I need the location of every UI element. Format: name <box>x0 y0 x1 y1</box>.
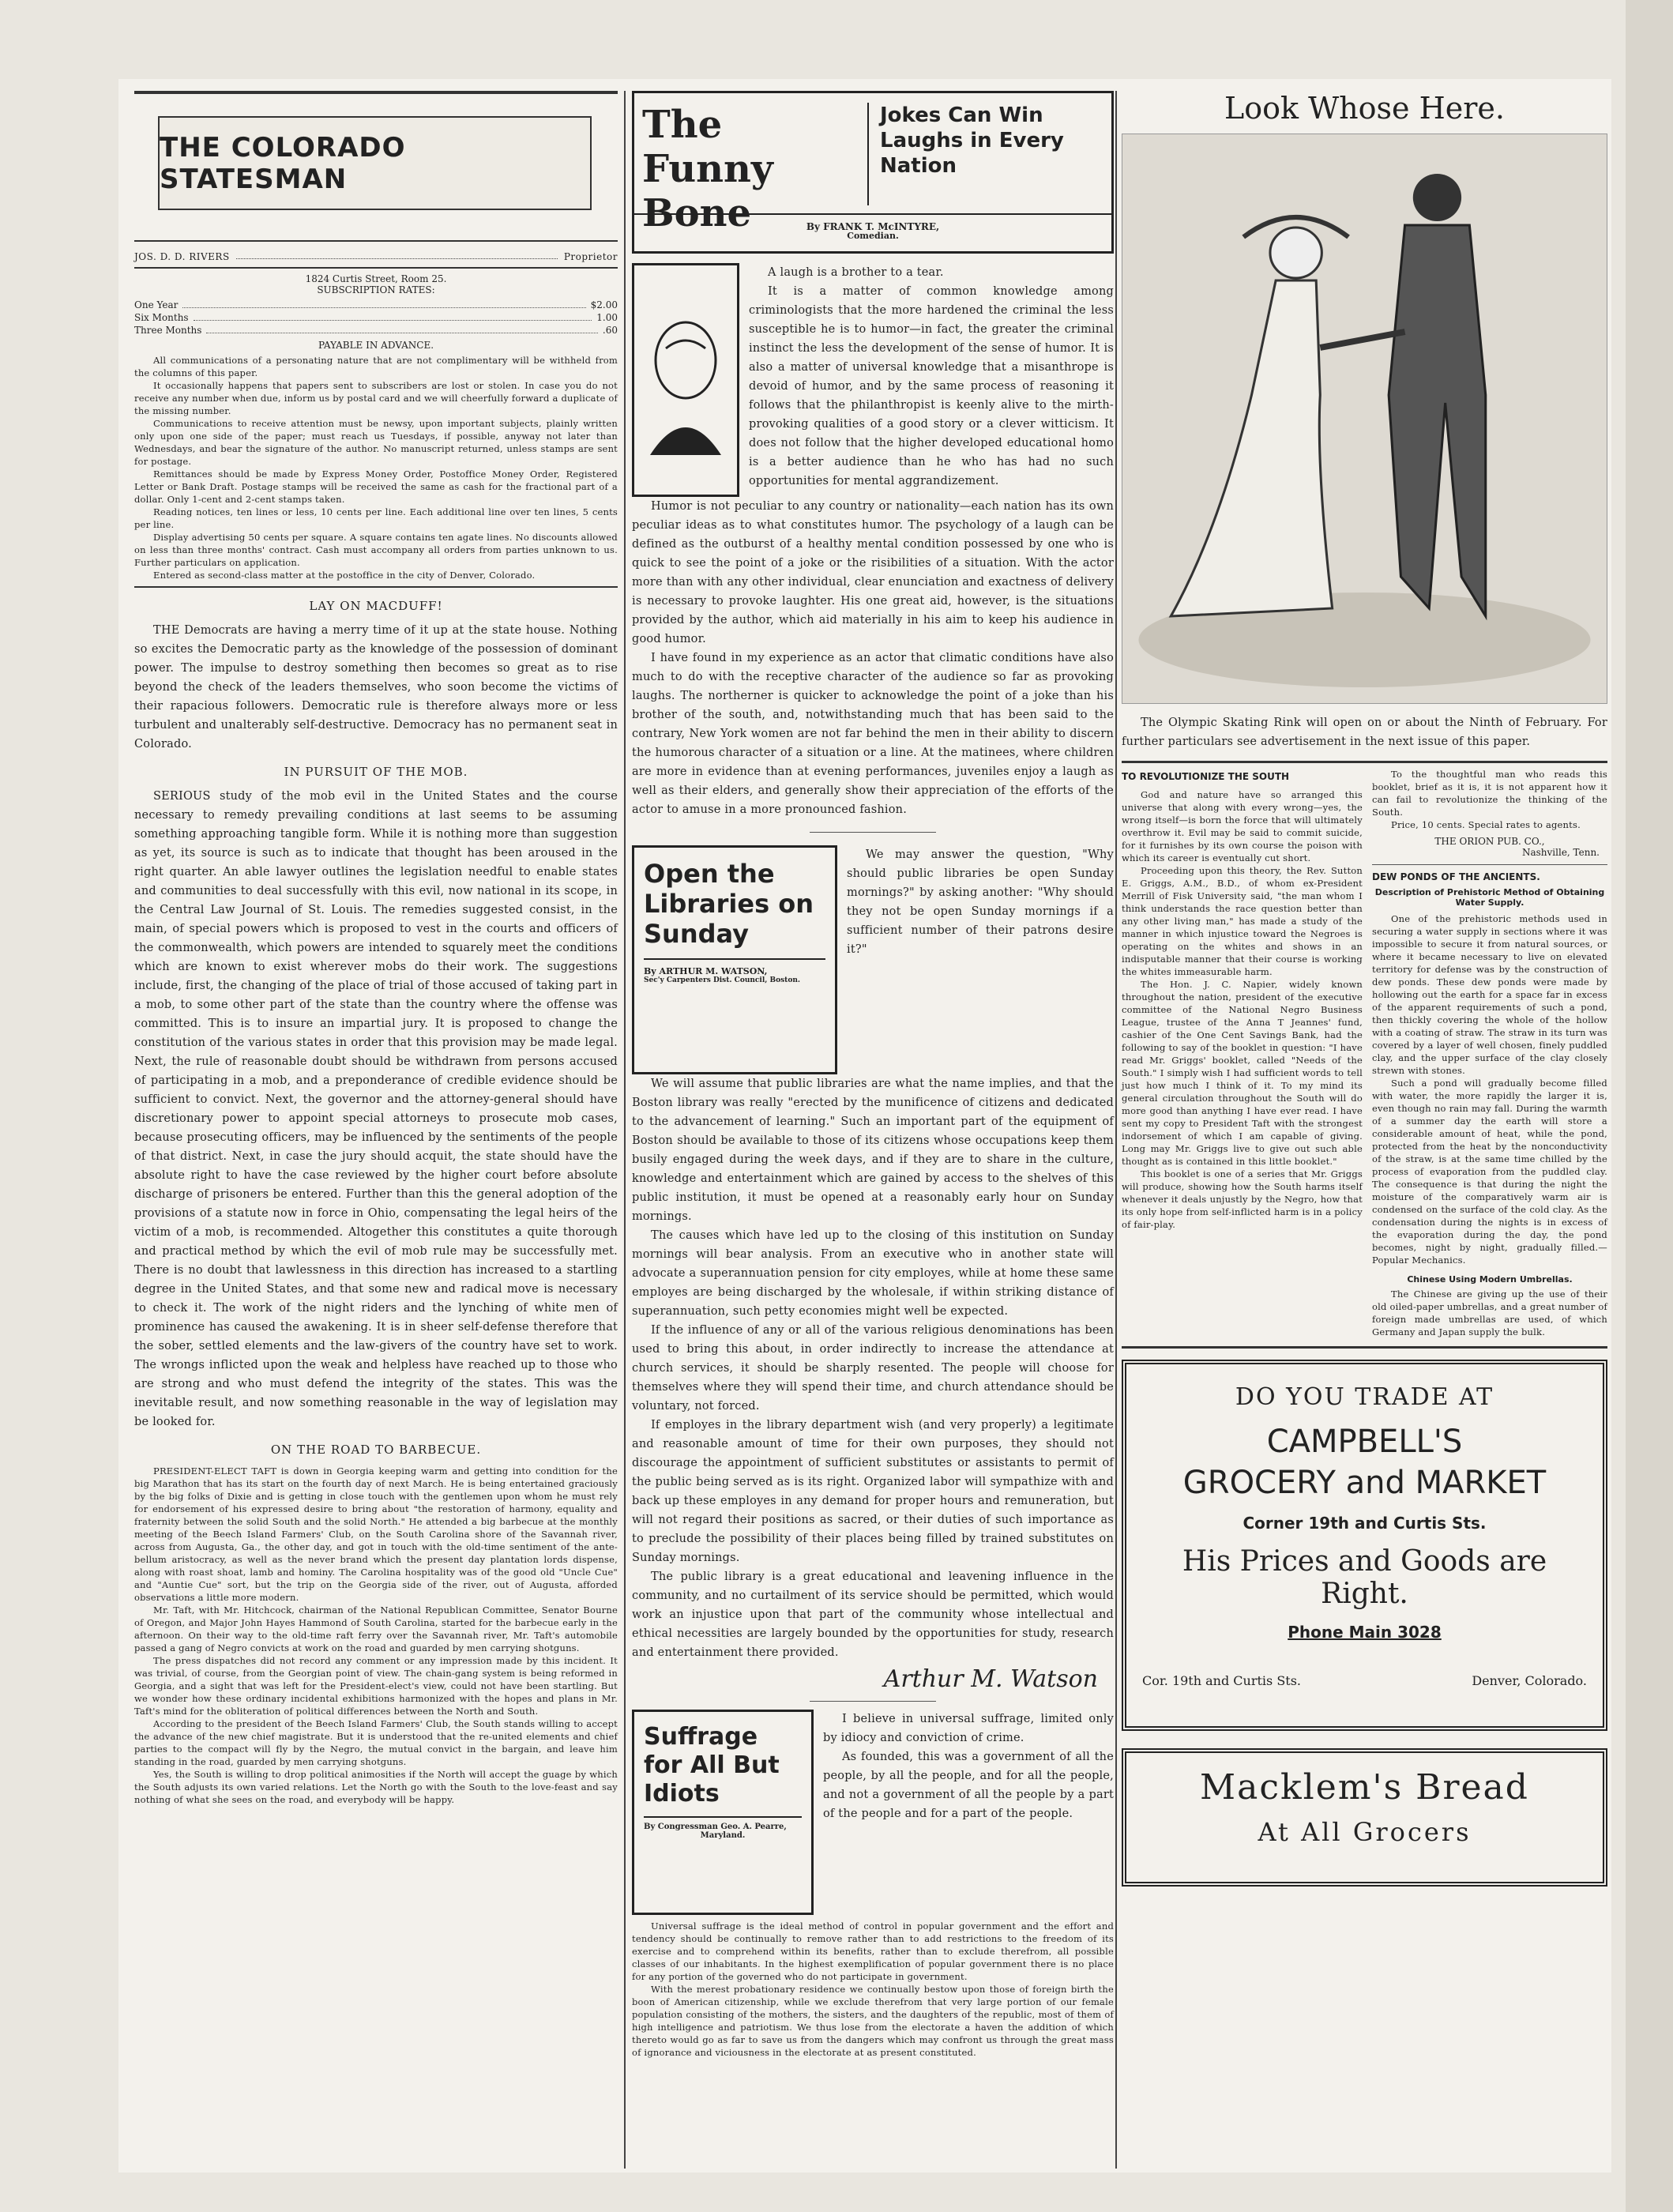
libraries-box <box>632 845 837 1074</box>
paragraph: With the merest probationary residence we continually bestow upon those of foreign birth the boon of American citizenship, while we exclude therefrom that very large portion of our female population consisting of the mothers, the sisters, and the daughters of the republic, most of them of high intelligence and patriotism. We thus lose from the electorate a haven the addition of which thereto would go as far to save us from the dangers which may confront us through the great mass of ignorance and viciousness in the electorate at as present constituted. <box>632 1984 1114 2058</box>
grocery-line3: GROCERY and MARKET <box>1182 1465 1547 1501</box>
paragraph: Yes, the South is willing to drop political animosities if the North will accept the guage by which the South adjusts its own varied relations. Let the North go with the South to the love-feast and say nothing of what she sees on the road, and everybody will be happy. <box>134 1769 618 1805</box>
umbrellas-body: The Chinese are giving up the use of their old oiled-paper umbrellas, and a great number of foreign made umbrellas are used, of which Germany and Japan supply the bulk. <box>1372 1288 1607 1337</box>
rate-price: $2.00 <box>590 299 618 310</box>
address: 1824 Curtis Street, Room 25. <box>305 273 447 284</box>
publisher: THE ORION PUB. CO., <box>1434 836 1545 847</box>
funny-bone-article <box>632 263 1114 497</box>
suffrage-box <box>632 1710 814 1915</box>
publisher-role: Proprietor <box>563 251 618 262</box>
funny-bone-byline: By FRANK T. McINTYRE, <box>634 213 1111 232</box>
rate-row <box>134 311 618 324</box>
grocery-address-right: Denver, Colorado. <box>1472 1673 1587 1688</box>
paragraph: God and nature have so arranged this universe that along with every wrong—yes, the wrong itself—is born the force that will ultimately overthrow it. Evil may be said to commit suicide, for it furnishes by its own course the poison with which its career is eventually cut short. <box>1122 789 1363 863</box>
paragraph: Such a pond will gradually become filled with water, the more rapidly the larger it is, even though no rain may fall. During the warmth of a summer day the earth will store a considerable amount of heat, while the pond, protected from the heat by the nonconductivity of the straw, is at the same time chilled by the process of evaporation from the puddled clay. The consequence is that during the night the moisture of the comparatively warm air is condensed on the surface of the cold clay. As the condensation during the nights is in excess of the evaporation during the day, the pond becomes, night by night, gradually filled.—Popular Mechanics. <box>1372 1078 1607 1266</box>
rates-list <box>134 299 618 337</box>
notice: Communications to receive attention must be newsy, upon important subjects, plainly written only upon one side of the paper; must reach us Tuesdays, if possible, anyway not later than Wednesdays, and bear the signature of the author. No manuscript returned, unless stamps are sent for postage. <box>134 418 618 467</box>
suffrage-article <box>632 1710 1114 1915</box>
grocery-line2: CAMPBELL'S <box>1266 1424 1463 1460</box>
skaters-image-icon <box>1122 134 1607 703</box>
rate-term: One Year <box>134 299 179 310</box>
rate-row <box>134 324 618 337</box>
paragraph: The causes which have led up to the closing of this institution on Sunday mornings will bear analysis. From an executive who in another state will advocate a superannuation pension for city employes, while at home these same employes are being discharged by the wholesale, if within striking distance of superannuation, such petty economies might well be expected. <box>632 1229 1114 1318</box>
paragraph: The public library is a great educational and leavening influence in the community, and no curtailment of its service should be permitted, which would work an injustice upon that part of the community whose intellectual and ethical necessities are largely bounded by the opportunities for study, research and entertainment there provided. <box>632 1571 1114 1659</box>
publisher-line <box>134 251 618 262</box>
portrait-icon <box>642 273 729 487</box>
rate-price: 1.00 <box>596 312 618 323</box>
umbrellas-title: Chinese Using Modern Umbrellas. <box>1407 1274 1573 1285</box>
libraries-role: Sec'y Carpenters Dist. Council, Boston. <box>644 976 801 984</box>
revolutionize-title: TO REVOLUTIONIZE THE SOUTH <box>1122 771 1290 782</box>
paragraph: PRESIDENT-ELECT TAFT is down in Georgia keeping warm and getting into condition for the big Marathon that has its start on the fourth day of next March. He is being entertained graciously by the big folks of Dixie and is getting in close touch with the gentlemen upon whom he must rely for endorsement of his expressed desire to bring about "the restoration of harmony, equality and fraternity between the solid South and the solid North." He attended a big barbecue at the monthly meeting of the Beech Island Farmers' Club, on the South Carolina shore of the Savannah river, across from Augusta, Ga., the other day, and got in touch with the old-time sentiment of the ante-bellum aristocracy, as well as the never brand which the present day plantation lords dispense, along with roast shoat, lamb and hominy. The Carolina hospitality was of the good old "Uncle Cue" and "Auntie Cue" sort, but the trip on the Georgia side of the river, out of Augusta, afforded observations a little more modern. <box>134 1465 618 1603</box>
rate-term: Six Months <box>134 312 189 323</box>
skating-illustration <box>1122 134 1607 704</box>
grocery-line4: Corner 19th and Curtis Sts. <box>1243 1514 1487 1533</box>
signature: Arthur M. Watson <box>883 1665 1098 1693</box>
libraries-body <box>847 845 1114 1074</box>
publisher-city: Nashville, Tenn. <box>1521 847 1600 858</box>
editorial-title: IN PURSUIT OF THE MOB. <box>284 765 468 779</box>
paragraph: I have found in my experience as an actor that climatic conditions have also much to do with the receptive character of the audience so far as provoking laughs. The northerner is quicker to acknowledge the point of a joke than his brother of the south, and, notwithstanding much that has been said to the contrary, New York women are not far behind the men in their ability to discern the humorous character of a situation or a line. At the matinees, where children are more in evidence than at evening performances, juveniles enjoy a laugh as well as their elders, and generally show their appreciation of the efforts of the actor to amuse in a more pronounced fashion. <box>632 652 1114 816</box>
paragraph: According to the president of the Beech Island Farmers' Club, the South stands willing to accept the advance of the new chief magistrate. But it is understood that the re-united elements and chief parties to the compact will fly by the Negro, the mutual convict in the bargain, and leave him standing in the road, guarded by men carrying shotguns. <box>134 1718 618 1767</box>
rate-row <box>134 299 618 311</box>
column-1 <box>134 91 618 1806</box>
notice: Entered as second-class matter at the postoffice in the city of Denver, Colorado. <box>153 570 536 581</box>
paragraph: THE Democrats are having a merry time of it up at the state house. Nothing so excites the Democratic party as the knowledge of the possession of dominant power. The impulse to destroy something then becomes so great as to rise beyond the check of the leaders themselves, who soon become the victims of their rapacious followers. Democratic rule is therefore always more or less turbulent and unalterably self-destructive. Democracy has no permanent seat in Colorado. <box>134 624 618 750</box>
portrait-mcintyre <box>632 263 739 497</box>
page-edge <box>1626 0 1673 2212</box>
right-subcolumn <box>1372 768 1607 1338</box>
masthead-title: THE COLORADO STATESMAN <box>158 116 592 210</box>
libraries-article <box>632 845 1114 1074</box>
notice: Reading notices, ten lines or less, 10 cents per line. Each additional line over ten lines, 5 cents per line. <box>134 506 618 530</box>
notice: Display advertising 50 cents per square. A square contains ten agate lines. No discounts allowed on less than three months' contract. Cash must accompany all orders from parties unknown to us. Further particulars on application. <box>134 532 618 568</box>
funny-bone-title: The Funny Bone <box>642 103 773 235</box>
paragraph: I believe in universal suffrage, limited only by idiocy and conviction of crime. <box>823 1713 1114 1744</box>
rate-price: .60 <box>602 325 618 336</box>
suffrage-role: Maryland. <box>700 1831 746 1840</box>
paragraph: As founded, this was a government of all the people, by all the people, and for all the people, and not a government of all the people by a part of the people and for a part of the people. <box>823 1751 1114 1820</box>
paragraph: Price, 10 cents. Special rates to agents. <box>1391 819 1581 830</box>
notices <box>134 354 618 581</box>
illustration-caption: The Olympic Skating Rink will open on or about the Ninth of February. For further particulars see advertisement in the next issue of this paper. <box>1122 717 1607 748</box>
column-rule <box>1115 91 1117 2169</box>
editorial-body <box>134 621 618 754</box>
libraries-body-cont <box>632 1074 1114 1662</box>
editorial-title: ON THE ROAD TO BARBECUE. <box>270 1443 482 1457</box>
dewponds-body <box>1372 912 1607 1266</box>
paragraph: To the thoughtful man who reads this booklet, brief as it is, it is not apparent how it can fail to revolutionize the thinking of the South. <box>1372 769 1607 818</box>
bread-line1: Macklem's Bread <box>1200 1767 1529 1808</box>
suffrage-byline: By Congressman Geo. A. Pearre, <box>644 1816 802 1831</box>
column-3 <box>1122 91 1607 1887</box>
paragraph: It is a matter of common knowledge among criminologists that the more hardened the criminal the less susceptible he is to humor—in fact, the greater the criminal instinct the less the development of the sense of humor. It is also a matter of universal knowledge that a misanthrope is devoid of humor, and by the same process of reasoning it follows that the philanthropist is keenly alive to the mirth-provoking qualities of a good story or a clever witticism. It does not follow that the higher developed educational homo is a better audience than he who has had no such opportunities for mental aggrandizement. <box>749 285 1114 487</box>
masthead <box>134 91 618 242</box>
bread-ad <box>1122 1748 1607 1887</box>
paragraph: We will assume that public libraries are what the name implies, and that the Boston library was really "erected by the munificence of citizens and dedicated to the advancement of learning." Such an important part of the equipment of Boston should be available to those of its citizens whose occupations keep them busily engaged during the week days, and if they are to share in the culture, knowledge and entertainment which are gained by access to the shelves of this public institution, it must be opened at a reasonably early hour on Sunday mornings. <box>632 1078 1114 1223</box>
libraries-byline: By ARTHUR M. WATSON, <box>644 958 825 976</box>
advance-notice: PAYABLE IN ADVANCE. <box>318 340 434 351</box>
paragraph: We may answer the question, "Why should public libraries be open Sunday mornings?" by asking another: "Why should they not be open Sunday mornings if a sufficient number of their patrons desire it?" <box>847 848 1114 956</box>
paragraph: If the influence of any or all of the various religious denominations has been used to bring this about, in order indirectly to increase the attendance at church services, it should be sharply resented. The people will choose for themselves where they will spend their time, and church attendance should be voluntary, not forced. <box>632 1324 1114 1413</box>
notice: All communications of a personating nature that are not complimentary will be withheld from the columns of this paper. <box>134 355 618 378</box>
paragraph: SERIOUS study of the mob evil in the United States and the course necessary to remedy prevailing conditions at last seems to be assuming something approaching tangible form. While it is nothing more than suggestion as yet, its source is such as to indicate that thought has been aroused in the right quarter. An able lawyer outlines the legislation needful to enable states and communities to deal successfully with this evil, now national in its scope, in the Central Law Journal of St. Louis. The remedies suggested consist, in the main, of special powers which is proposed to vest in the courts and officers of the commonwealth, which powers are intended to squarely meet the conditions which are known to exist wherever mobs do their work. The suggestions include, first, the changing of the place of trial of those accused of taking part in a mob, to some other part of the state than the country where the offense was committed. This is to insure an impartial jury. It is proposed to change the constitution of the various states in order that this provision may be made legal. Next, the rule of reasonable doubt should be withdrawn from persons accused of participating in a mob, and a preponderance of credible evidence should be sufficient to convict. Next, the governor and the attorney-general should have discretionary power to appoint special attorneys to prosecute mob cases, because prosecuting officers, may be influenced by the sentiments of the people of that district. Next, in case the jury should acquit, the state should have the absolute right to have the case reviewed by the higher court before absolute discharge of prisoners be entered. Further than this the general adoption of the provisions of a statute now in force in Ohio, compensating the legal heirs of the victim of a mob, is recommended. Altogether this constitutes a quite thorough and practical method by which the evil of mob rule may be successfully met. There is no doubt that lawlessness in this direction has increased to a startling degree in the United States, and that some new and radical move is necessary to check it. The work of the night riders and the lynching of white men of prominence has caused the awakening. It is in sheer self-defense therefore that the sober, settled elements and the law-givers of the country have set to work. The wrongs inflicted upon the weak and helpless have reached up to those who are strong and who must defend the integrity of the states. This was the inevitable result, and now something reasonable in the way of legislation may be looked for. <box>134 790 618 1428</box>
paragraph: If employes in the library department wish (and very properly) a legitimate and reasonable amount of time for their own purposes, they should not discourage the appointment of sufficient substitutes or assistants to permit of the public being served as is its right. Organized labor will sympathize with and back up these employes in any demand for proper hours and remuneration, but will not regard their positions as sacred, or their duties of such importance as to preclude the possibility of their places being filled by trained substitutes on Sunday mornings. <box>632 1419 1114 1564</box>
revolutionize-body <box>1122 788 1363 1231</box>
revolutionize-body-cont <box>1372 768 1607 831</box>
funny-bone-header <box>632 91 1114 254</box>
paragraph: A laugh is a brother to a tear. <box>768 266 944 279</box>
notice: It occasionally happens that papers sent to subscribers are lost or stolen. In case you do not receive any number when due, inform us by postal card and we will cheerfully forward a duplicate of the missing number. <box>134 380 618 416</box>
paragraph: One of the prehistoric methods used in securing a water supply in sections where it was impossible to secure it from natural sources, or where it became necessary to live on elevated territory for defense was by the construction of dew ponds. These dew ponds were made by hollowing out the earth for a space far in excess of the apparent requirements of such a pond, then thickly covering the whole of the hollow with a coating of straw. The straw in its turn was covered by a layer of well chosen, finely puddled clay, and the upper surface of the clay closely strewn with stones. <box>1372 913 1607 1076</box>
grocery-ad <box>1122 1360 1607 1731</box>
dewponds-title: DEW PONDS OF THE ANCIENTS. <box>1372 871 1540 882</box>
libraries-title: Open the Libraries on Sunday <box>644 859 814 949</box>
funny-bone-body-cont <box>632 497 1114 819</box>
lower-articles <box>1122 768 1607 1338</box>
paragraph: The press dispatches did not record any comment or any impression made by this incident. It was trivial, of course, from the Georgian point of view. The chain-gang system is being reformed in Georgia, and a sight that was left for the President-elect's view, could not have been startling. But we wonder how these ordinary incidental exhibitions harmonized with the hopes and plans in Mr. Taft's mind for the obliteration of political differences between the North and South. <box>134 1655 618 1717</box>
paragraph: This booklet is one of a series that Mr. Griggs will produce, showing how the South harms itself whenever it deals unjustly by the Negro, how that its only hope from self-inflicted harm is in a policy of fair-play. <box>1122 1168 1363 1230</box>
suffrage-body-cont <box>632 1920 1114 2059</box>
notice: Remittances should be made by Express Money Order, Postoffice Money Order, Registered Letter or Bank Draft. Postage stamps will be received the same as cash for the fractional part of a dollar. Only 1-cent and 2-cent stamps taken. <box>134 468 618 505</box>
suffrage-body <box>823 1710 1114 1915</box>
grocery-address-left: Cor. 19th and Curtis Sts. <box>1142 1673 1302 1688</box>
grocery-address <box>1134 1673 1595 1688</box>
editorial-body <box>134 1465 618 1806</box>
rates-heading: SUBSCRIPTION RATES: <box>317 284 435 295</box>
rate-term: Three Months <box>134 325 202 336</box>
paragraph: The Hon. J. C. Napier, widely known throughout the nation, president of the executive committee of the National Negro Business League, trustee of the Anna T Jeannes' fund, cashier of the One Cent Savings Bank, had the following to say of the booklet in question: "I have read Mr. Griggs' booklet, called "Needs of the South." I simply wish I had sufficient words to tell just how much I think of it. To my mind its general circulation throughout the South will do more good than anything I have ever read. I have sent my copy to President Taft with the strongest indorsement of which I am capable of giving. Long may Mr. Griggs live to give out such able thought as is contained in this little booklet." <box>1122 979 1363 1167</box>
grocery-line5: His Prices and Goods are Right. <box>1182 1545 1547 1610</box>
funny-bone-role: Comedian. <box>847 231 899 241</box>
illustration-title: Look Whose Here. <box>1224 91 1505 126</box>
subscription-box <box>134 273 618 581</box>
funny-bone-subtitle: Jokes Can Win Laughs in Every Nation <box>867 103 1103 205</box>
paragraph: Mr. Taft, with Mr. Hitchcock, chairman of the National Republican Committee, Senator Bourne of Oregon, and Major John Hayes Hammond of South Carolina, started for the barbecue early in the afternoon. On their way to the old-time raft ferry over the Savannah river, Mr. Taft's automobile passed a gang of Negro convicts at work on the road and guarded by men carrying shotguns. <box>134 1604 618 1653</box>
column-rule <box>624 91 626 2169</box>
paragraph: Universal suffrage is the ideal method of control in popular government and the effort and tendency should be continually to remove rather than to add restrictions to the freedom of its exercise and to comprehend within its benefits, rather than to exclude therefrom, all possible classes of our inhabitants. In the highest exemplification of popular government there is no place for any portion of the governed who do not participate in government. <box>632 1920 1114 1982</box>
grocery-phone: Phone Main 3028 <box>1288 1623 1442 1642</box>
editorial-body <box>134 787 618 1431</box>
grocery-line1: DO YOU TRADE AT <box>1235 1383 1494 1411</box>
publisher-name: JOS. D. D. RIVERS <box>134 251 230 262</box>
funny-bone-body <box>749 263 1114 497</box>
revolutionize-article <box>1122 768 1363 1338</box>
column-2 <box>632 91 1114 2059</box>
bread-line2: At All Grocers <box>1258 1817 1472 1847</box>
suffrage-title: Suffrage for All But Idiots <box>644 1723 780 1808</box>
editorial-title: LAY ON MACDUFF! <box>309 599 443 613</box>
paragraph: Proceeding upon this theory, the Rev. Sutton E. Griggs, A.M., B.D., of whom ex-President Merrill of Fisk University said, "the man whom I think understands the race question better than any other living man," has made a study of the manner in which injustice toward the Negroes is operating on the whites and shows in an indisputable manner that their course is working the whites immeasurable harm. <box>1122 865 1363 977</box>
paragraph: Humor is not peculiar to any country or nationality—each nation has its own peculiar ideas as to what constitutes humor. The psychology of a laugh can be defined as the outburst of a healthy mental condition possessed by one who is quick to see the point of a joke or the risibilities of a situation. With the actor more than with any other individual, clear enunciation and exactness of delivery is necessary to provoke laughter. His one great aid, however, is the situations provided by the author, which aid materially in his aim to keep his audience in good humor. <box>632 500 1114 645</box>
dewponds-subtitle: Description of Prehistoric Method of Obtaining Water Supply. <box>1374 887 1605 908</box>
